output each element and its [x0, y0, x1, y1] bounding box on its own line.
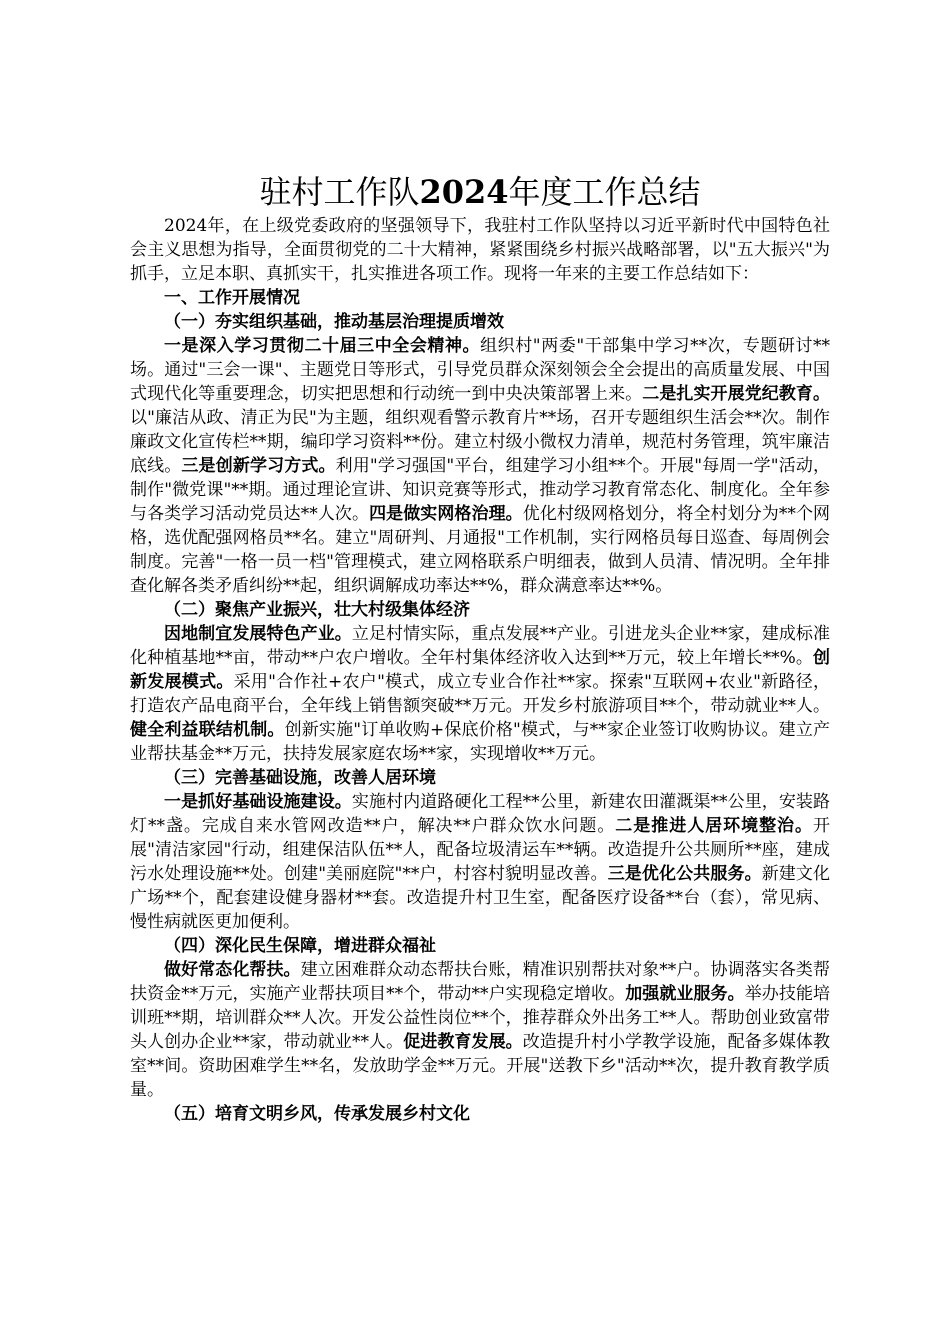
subsection-heading-1: （一）夯实组织基础，推动基层治理提质增效 — [164, 312, 504, 332]
point-heading: 三是创新学习方式。 — [181, 456, 336, 476]
point-heading: 因地制宜发展特色产业。 — [164, 624, 352, 644]
point-heading: 健全利益联结机制。 — [130, 720, 285, 740]
subsection-2-body — [130, 622, 830, 766]
subsection-heading-4: （四）深化民生保障，增进群众福祉 — [164, 936, 436, 956]
point-text: 开展"清洁家园"行动，组建保洁队伍**人，配备垃圾清运车**辆。改造提升公共厕所**座，建成污水处理设施**处。创建"美丽庭院"**户，村容村貌明显改善。 — [130, 816, 831, 884]
point-heading: 加强就业服务。 — [625, 984, 745, 1004]
point-text: 优化村级网格划分，将全村划分为**个网格，选优配强网格员**名。建立"周研判、月通报"工作机制，实行网格员每日巡查、每周例会制度。完善"一格一员一档"管理模式，建立网格联系户明细表，做到人员清、情况明。全年排查化解各类矛盾纠纷**起，组织调解成功率达**%，群众满意率达**%。 — [130, 504, 831, 596]
point-text: 组织村"两委"干部集中学习**次，专题研讨**场。通过"三会一课"、主题党日等形式，引导党员群众深刻领会全会提出的高质量发展、中国式现代化等重要理念，切实把思想和行动统一到中央决策部署上来。 — [130, 336, 831, 404]
subsection-1-body — [130, 334, 830, 598]
subsection-4-body — [130, 958, 830, 1102]
title-suffix: 年度工作总结 — [508, 173, 701, 211]
point-heading: 促进教育发展。 — [403, 1032, 523, 1052]
title-year: 2024 — [419, 173, 509, 211]
subsection-heading-2: （二）聚焦产业振兴，壮大村级集体经济 — [164, 600, 470, 620]
point-heading: 做好常态化帮扶。 — [164, 960, 301, 980]
point-text: 利用"学习强国"平台，组建学习小组**个。开展"每周一学"活动，制作"微党课"**期。通过理论宣讲、知识竞赛等形式，推动学习教育常态化、制度化。全年参与各类学习活动党员达**人次。 — [130, 456, 831, 524]
point-text: 新建文化广场**个，配套建设健身器材**套。改造提升村卫生室，配备医疗设备**台（套），常见病、慢性病就医更加便利。 — [130, 864, 831, 932]
section-heading-1: 一、工作开展情况 — [164, 288, 300, 308]
point-text: 创新实施"订单收购+保底价格"模式，与**家企业签订收购协议。建立产业帮扶基金**万元，扶持发展家庭农场**家，实现增收**万元。 — [130, 720, 830, 764]
point-text: 实施村内道路硬化工程**公里，新建农田灌溉渠**公里，安装路灯**盏。完成自来水管网改造**户，解决**户群众饮水问题。 — [130, 792, 831, 836]
point-heading: 二是推进人居环境整治。 — [615, 816, 814, 836]
point-heading: 一是深入学习贯彻二十届三中全会精神。 — [164, 336, 481, 356]
point-heading: 一是抓好基础设施建设。 — [164, 792, 352, 812]
point-text: 改造提升村小学教学设施，配备多媒体教室**间。资助困难学生**名，发放助学金**万元。开展"送教下乡"活动**次，提升教育教学质量。 — [130, 1032, 831, 1100]
intro-paragraph: 2024年，在上级党委政府的坚强领导下，我驻村工作队坚持以习近平新时代中国特色社会主义思想为指导，全面贯彻党的二十大精神，紧紧围绕乡村振兴战略部署，以"五大振兴"为抓手，立足本职、真抓实干，扎实推进各项工作。现将一年来的主要工作总结如下： — [130, 216, 830, 284]
subsection-heading-3: （三）完善基础设施，改善人居环境 — [164, 768, 436, 788]
point-text: 以"廉洁从政、清正为民"为主题，组织观看警示教育片**场，召开专题组织生活会**次。制作廉政文化宣传栏**期，编印学习资料**份。建立村级小微权力清单，规范村务管理，筑牢廉洁底线。 — [130, 408, 830, 476]
point-text: 建立困难群众动态帮扶台账，精准识别帮扶对象**户。协调落实各类帮扶资金**万元，实施产业帮扶项目**个，带动**户实现稳定增收。 — [130, 960, 831, 1004]
point-heading: 四是做实网格治理。 — [369, 504, 523, 524]
point-heading: 二是扎实开展党纪教育。 — [642, 384, 830, 404]
point-text: 采用"合作社+农户"模式，成立专业合作社**家。探索"互联网+农业"新路径，打造农产品电商平台，全年线上销售额突破**万元。开发乡村旅游项目**个，带动就业**人。 — [130, 672, 831, 716]
document-page — [130, 172, 830, 1126]
point-heading: 创新发展模式。 — [130, 648, 830, 692]
title-prefix: 驻村工作队 — [259, 173, 420, 211]
document-title — [130, 172, 830, 212]
subsection-heading-5: （五）培育文明乡风，传承发展乡村文化 — [164, 1104, 470, 1124]
point-text: 立足村情实际，重点发展**产业。引进龙头企业**家，建成标准化种植基地**亩，带动**户农户增收。全年村集体经济收入达到**万元，较上年增长**%。 — [130, 624, 831, 668]
subsection-3-body — [130, 790, 830, 934]
point-text: 举办技能培训班**期，培训群众**人次。开发公益性岗位**个，推荐群众外出务工**人。帮助创业致富带头人创办企业**家，带动就业**人。 — [130, 984, 831, 1052]
point-heading: 三是优化公共服务。 — [607, 864, 762, 884]
